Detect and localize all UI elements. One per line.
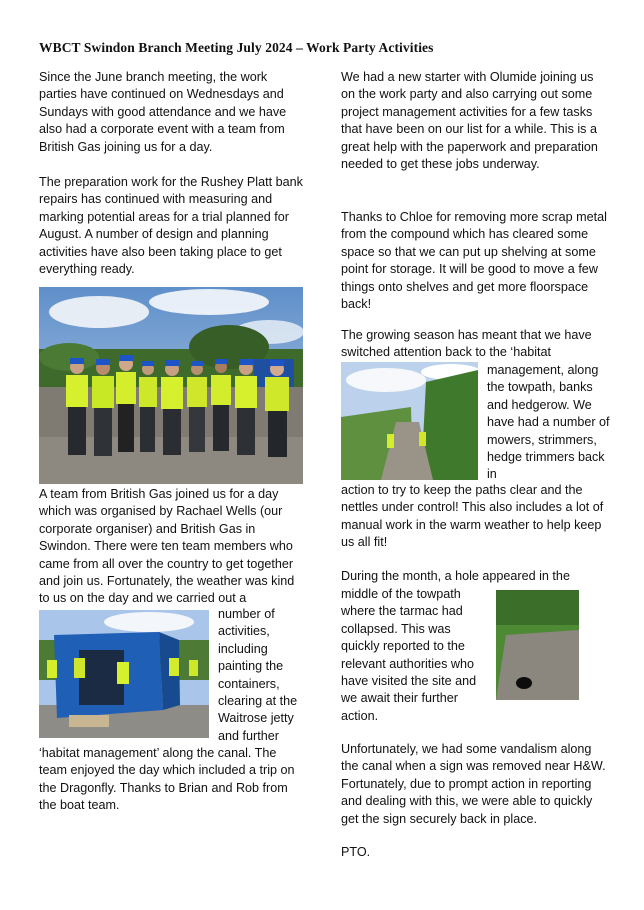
towpath-photo xyxy=(341,362,478,480)
towpath-hole-photo xyxy=(496,590,579,700)
pto-text: PTO. xyxy=(341,845,371,859)
manual-work-paragraph: action to try to keep the paths clear and the nettles under control! This also includes a lot of manual work in the warm weather to help keep us all fit! xyxy=(341,483,604,550)
new-starter-paragraph: We had a new starter with Olumide joining us on the work party and also carrying out some project management activities for a few tasks that have been on our list for a while. This is a great help with the paperwork and preparation needed to get these jobs underway. xyxy=(341,70,598,172)
british-gas-paragraph: A team from British Gas joined us for a day which was organised by Rachael Wells (our corporate organiser) and British Gas in Swindon. There were ten team members who came from all over the country to get together and join us. Fortunately, the weather was kind to us on the day and we carried out a xyxy=(39,487,295,606)
containers-photo xyxy=(39,610,209,738)
habitat-canal-paragraph: ‘habitat management’ along the canal. The team enjoyed the day which included a trip on the Dragonfly. Thanks to Brian and Rob from the boat team. xyxy=(39,746,295,813)
group-photo xyxy=(39,287,303,484)
mowers-paragraph: management, along the towpath, banks and hedgerow. We have had a number of mowers, strimmers, hedge trimmers back in xyxy=(487,363,610,482)
activities-paragraph: number of activities, including painting the containers, clearing at the Waitrose jetty and further xyxy=(218,607,298,743)
vandalism-paragraph: Unfortunately, we had some vandalism along the canal when a sign was removed near H&W. Fortunately, due to prompt action in reporting and dealing with this, we were able to quickly get the sign securely back in place. xyxy=(341,742,606,826)
growing-season-paragraph: The growing season has meant that we have switched attention back to the ‘habitat xyxy=(341,328,592,360)
hole-paragraph-start: During the month, a hole appeared in the xyxy=(341,569,570,583)
scrap-metal-paragraph: Thanks to Chloe for removing more scrap metal from the compound which has cleared some space so that we can put up shelving at some point for storage. It will be good to move a few things onto shelves and get more floorspace back! xyxy=(341,210,607,312)
page-title: WBCT Swindon Branch Meeting July 2024 – Work Party Activities xyxy=(39,40,434,55)
rushey-platt-paragraph: The preparation work for the Rushey Platt bank repairs has continued with measuring and marking potential areas for a trial planned for August. A number of design and planning activities have also been taking place to get everything ready. xyxy=(39,175,303,277)
intro-paragraph: Since the June branch meeting, the work parties have continued on Wednesdays and Sundays with good attendance and we have also had a corporate event with a team from British Gas joining us for a day. xyxy=(39,70,287,154)
hole-paragraph: middle of the towpath where the tarmac had collapsed. This was quickly reported to the relevant authorities who have visited the site and we await their further action. xyxy=(341,587,477,723)
